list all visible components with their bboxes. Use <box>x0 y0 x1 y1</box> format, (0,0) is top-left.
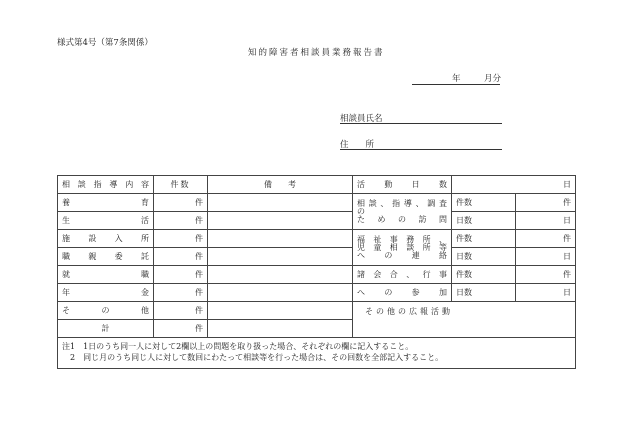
table-row <box>58 284 576 302</box>
remarks-cell[interactable] <box>208 248 353 266</box>
header-content: 相談指導内容 <box>58 176 154 194</box>
count-cell[interactable]: 件 <box>154 266 208 284</box>
remarks-cell[interactable] <box>208 230 353 248</box>
header-activity-days: 活 動 日 数 <box>353 176 452 194</box>
header-row <box>58 176 576 194</box>
meeting-count-cell[interactable]: 件 <box>516 266 576 284</box>
count-cell[interactable]: 件 <box>154 284 208 302</box>
meeting-label-2: への参加 <box>353 284 452 302</box>
pr-activity-cell[interactable] <box>353 302 576 338</box>
header-remarks: 備 考 <box>208 176 353 194</box>
welfare-label: 福祉事務所、 児童相談所等 への連絡 <box>353 230 452 266</box>
counselor-name-field[interactable] <box>340 123 502 124</box>
table-row <box>58 248 576 266</box>
row-label: 養 育 <box>58 194 154 212</box>
table-row <box>58 302 576 320</box>
header-count: 件数 <box>154 176 208 194</box>
activity-days-cell[interactable]: 日 <box>452 176 576 194</box>
count-cell[interactable]: 件 <box>154 302 208 320</box>
month-label: 月分 <box>484 74 502 84</box>
count-cell[interactable]: 件 <box>154 320 208 338</box>
row-label: 職親委託 <box>58 248 154 266</box>
table-row <box>58 266 576 284</box>
row-label-total: 計 <box>58 320 154 338</box>
welfare-count-cell[interactable]: 件 <box>516 230 576 248</box>
row-label: 生 活 <box>58 212 154 230</box>
welfare-count-label: 件数 <box>452 230 516 248</box>
row-label: 年 金 <box>58 284 154 302</box>
address-label: 住 所 <box>340 140 375 150</box>
remarks-cell[interactable] <box>208 302 353 320</box>
remarks-cell[interactable] <box>208 212 353 230</box>
row-label: 就 職 <box>58 266 154 284</box>
visit-days-cell[interactable]: 日 <box>516 212 576 230</box>
meeting-count-label: 件数 <box>452 266 516 284</box>
count-cell[interactable]: 件 <box>154 230 208 248</box>
counselor-name-label: 相談員氏名 <box>340 114 383 124</box>
welfare-days-cell[interactable]: 日 <box>516 248 576 266</box>
notes-row <box>58 338 576 369</box>
meeting-days-cell[interactable]: 日 <box>516 284 576 302</box>
visit-days-label: 日数 <box>452 212 516 230</box>
table-row <box>58 212 576 230</box>
meeting-days-label: 日数 <box>452 284 516 302</box>
note-1: 注1 1日のうち同一人に対して2欄以上の問題を取り扱った場合、それぞれの欄に記入すること。 <box>62 342 414 351</box>
row-label: その他 <box>58 302 154 320</box>
remarks-cell[interactable] <box>208 266 353 284</box>
remarks-cell[interactable] <box>208 284 353 302</box>
notes-cell <box>58 338 576 369</box>
address-field[interactable] <box>340 149 502 150</box>
meeting-label-1: 諸会合、行事 <box>353 266 452 284</box>
table-row <box>58 230 576 248</box>
remarks-cell[interactable] <box>208 194 353 212</box>
count-cell[interactable]: 件 <box>154 248 208 266</box>
visit-count-label: 件数 <box>452 194 516 212</box>
welfare-days-label: 日数 <box>452 248 516 266</box>
note-2: 2 同じ月のうち同じ人に対して数回にわたって相談等を行った場合は、その回数を全部記入すること。 <box>62 353 444 362</box>
count-cell[interactable]: 件 <box>154 212 208 230</box>
count-cell[interactable]: 件 <box>154 194 208 212</box>
row-label: 施設入所 <box>58 230 154 248</box>
remarks-cell[interactable] <box>208 320 353 338</box>
table-row <box>58 194 576 212</box>
form-number: 様式第4号（第7条関係） <box>57 38 153 48</box>
visit-label: 相談、指導、調査 の ための訪問 <box>353 194 452 230</box>
report-table <box>57 175 576 369</box>
document-title: 知的障害者相談員業務報告書 <box>248 48 385 58</box>
year-label: 年 <box>452 74 461 84</box>
date-line <box>412 84 500 85</box>
visit-count-cell[interactable]: 件 <box>516 194 576 212</box>
pr-activity-label: その他の広報活動 <box>365 307 453 316</box>
